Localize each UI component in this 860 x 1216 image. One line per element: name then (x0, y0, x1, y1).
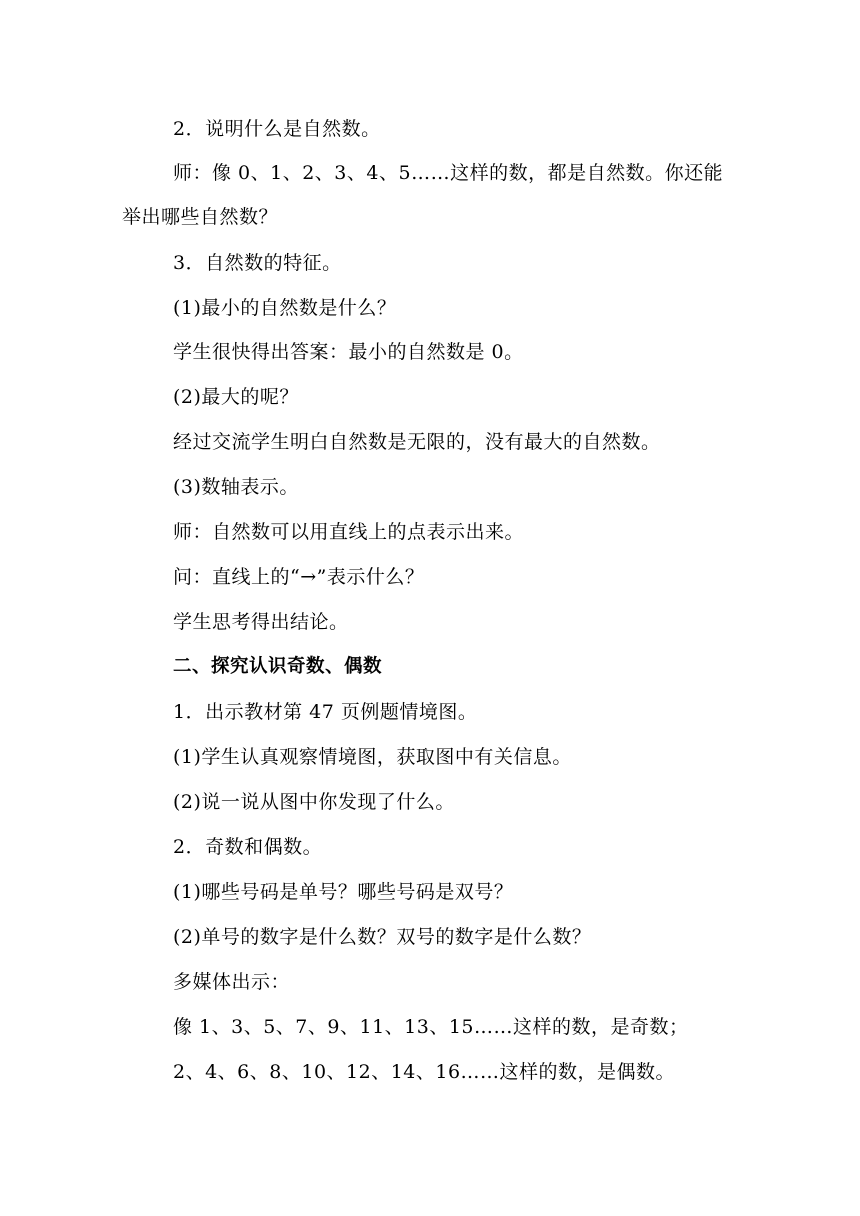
answer-smallest: 学生很快得出答案：最小的自然数是 0。 (173, 341, 524, 363)
observe-illustration-item: (1)学生认真观察情境图，获取图中有关信息。 (173, 746, 572, 768)
even-number-definition: 2、4、6、8、10、12、14、16……这样的数，是偶数。 (173, 1061, 676, 1083)
textbook-illustration-item: 1．出示教材第 47 页例题情境图。 (173, 701, 478, 723)
section-item-natural-number-definition: 2．说明什么是自然数。 (173, 118, 381, 140)
teacher-number-line: 师：自然数可以用直线上的点表示出来。 (173, 521, 525, 543)
answer-largest: 经过交流学生明白自然数是无限的，没有最大的自然数。 (173, 431, 661, 453)
question-single-double: (1)哪些号码是单号？哪些号码是双号？ (173, 881, 514, 903)
discuss-findings-item: (2)说一说从图中你发现了什么。 (173, 791, 455, 813)
question-largest: (2)最大的呢？ (173, 386, 299, 408)
question-number-type: (2)单号的数字是什么数？双号的数字是什么数？ (173, 926, 592, 948)
odd-number-definition: 像 1、3、5、7、9、11、13、15……这样的数，是奇数； (173, 1016, 689, 1038)
question-arrow: 问：直线上的“→”表示什么？ (173, 566, 425, 588)
teacher-statement: 师：像 0、1、2、3、4、5……这样的数，都是自然数。你还能 (173, 162, 724, 184)
section-heading-odd-even: 二、探究认识奇数、偶数 (173, 656, 383, 677)
number-line-item: (3)数轴表示。 (173, 476, 299, 498)
student-conclusion: 学生思考得出结论。 (173, 611, 349, 633)
multimedia-label: 多媒体出示： (173, 971, 291, 993)
teacher-statement-continuation: 举出哪些自然数？ (122, 206, 279, 228)
odd-even-item: 2．奇数和偶数。 (173, 836, 323, 858)
section-item-natural-number-features: 3．自然数的特征。 (173, 252, 342, 274)
question-smallest: (1)最小的自然数是什么？ (173, 297, 397, 319)
